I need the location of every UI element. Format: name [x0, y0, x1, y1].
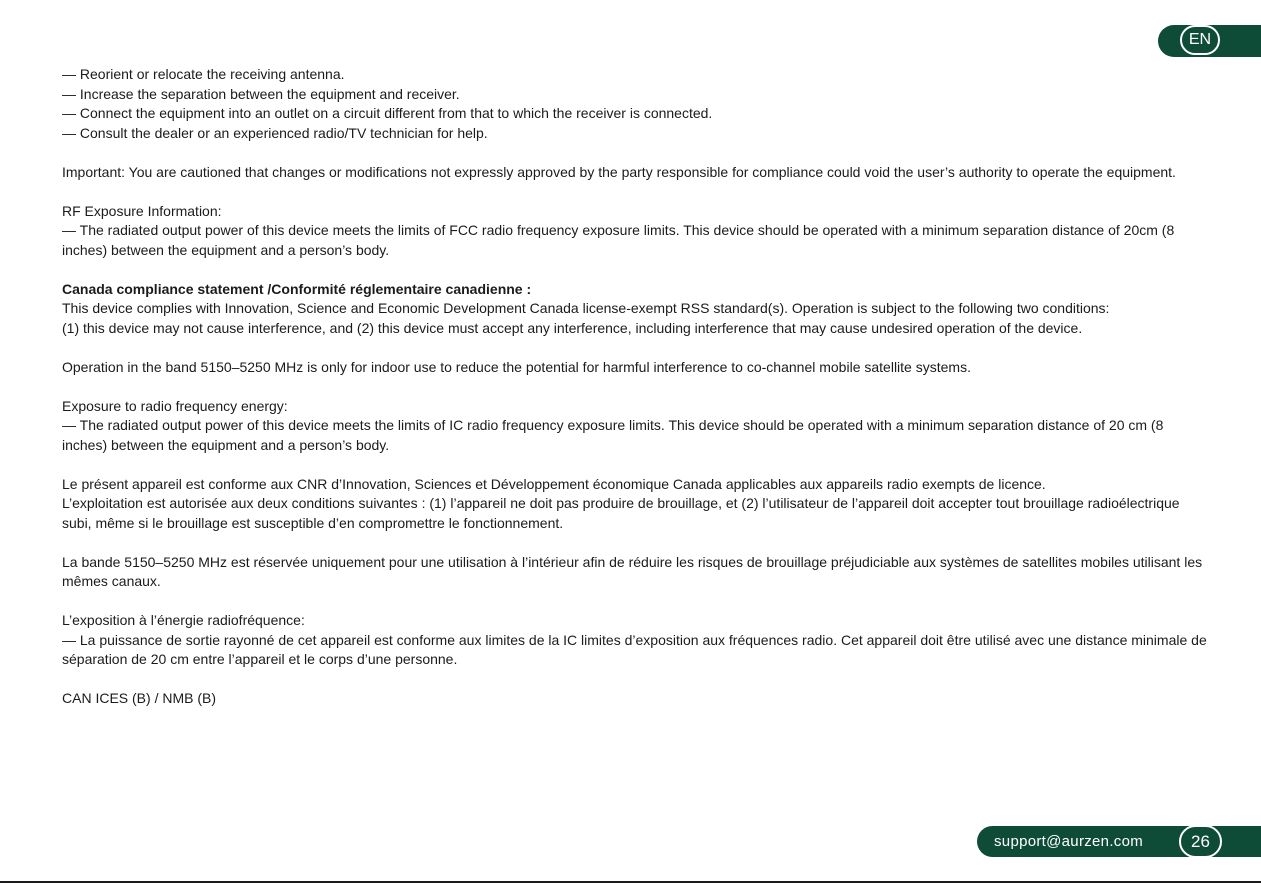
french-exposure-heading: L’exposition à l’énergie radiofréquence:	[62, 612, 305, 628]
rf-exposure-section	[62, 202, 1212, 261]
bullet-list	[62, 65, 1212, 143]
exposure-text: — The radiated output power of this device meets the limits of IC radio frequency exposure limits. This device should be operated with a minimum separation distance of 20 cm (8 inches) between the equipment and a person’s body.	[62, 417, 1164, 453]
ices-label: CAN ICES (B) / NMB (B)	[62, 690, 217, 706]
french-exposure-text: — La puissance de sortie rayonné de cet appareil est conforme aux limites de la IC limites d’exposition aux fréquences radio. Cet appareil doit être utilisé avec une distance minimale de séparation de 20 cm entre l’appareil et le corps d’une personne.	[62, 631, 1207, 667]
language-badge: EN	[1180, 25, 1220, 55]
exposure-heading: Exposure to radio frequency energy:	[62, 397, 288, 414]
list-item: — Reorient or relocate the receiving antenna.	[62, 66, 345, 82]
french-line-1: Le présent appareil est conforme aux CNR d’Innovation, Sciences et Développement économique Canada applicables aux appareils radio exempts de licence.	[62, 475, 1046, 492]
french-exposure-section	[62, 611, 1212, 670]
band-paragraph: Operation in the band 5150–5250 MHz is only for indoor use to reduce the potential for harmful interference to co-channel mobile satellite systems.	[62, 358, 971, 375]
important-paragraph: Important: You are cautioned that changes or modifications not expressly approved by the party responsible for compliance could void the user’s authority to operate the equipment.	[62, 163, 1176, 180]
canada-line-2: (1) this device may not cause interference, and (2) this device must accept any interference, including interference that may cause undesired operation of the device.	[62, 319, 1083, 336]
french-compliance-section	[62, 475, 1212, 534]
document-body	[62, 65, 1212, 728]
page-number: 26	[1179, 825, 1222, 858]
canada-heading: Canada compliance statement /Conformité réglementaire canadienne :	[62, 280, 532, 297]
exposure-section	[62, 397, 1212, 456]
rf-text: — The radiated output power of this device meets the limits of FCC radio frequency exposure limits. This device should be operated with a minimum separation distance of 20cm (8 inches) between the equipment and a person’s body.	[62, 222, 1175, 258]
list-item: — Increase the separation between the equipment and receiver.	[62, 85, 460, 102]
french-line-2: L’exploitation est autorisée aux deux conditions suivantes : (1) l’appareil ne doit pas produire de brouillage, et (2) l’utilisateur de l’appareil doit accepter tout brouillage radioélectrique subi, même si le brouillage est susceptible d’en compromettre le fonctionnement.	[62, 495, 1180, 531]
french-band-paragraph: La bande 5150–5250 MHz est réservée uniquement pour une utilisation à l’intérieur afin de réduire les risques de brouillage préjudiciable aux systèmes de satellites mobiles utilisant les mêmes canaux.	[62, 553, 1203, 589]
list-item: — Connect the equipment into an outlet on a circuit different from that to which the receiver is connected.	[62, 105, 713, 121]
canada-section	[62, 280, 1212, 339]
list-item: — Consult the dealer or an experienced radio/TV technician for help.	[62, 124, 488, 141]
support-email-link[interactable]: support@aurzen.com	[994, 833, 1144, 850]
rf-heading: RF Exposure Information:	[62, 202, 222, 219]
canada-line-1: This device complies with Innovation, Science and Economic Development Canada license-exempt RSS standard(s). Operation is subject to the following two conditions:	[62, 300, 1110, 316]
